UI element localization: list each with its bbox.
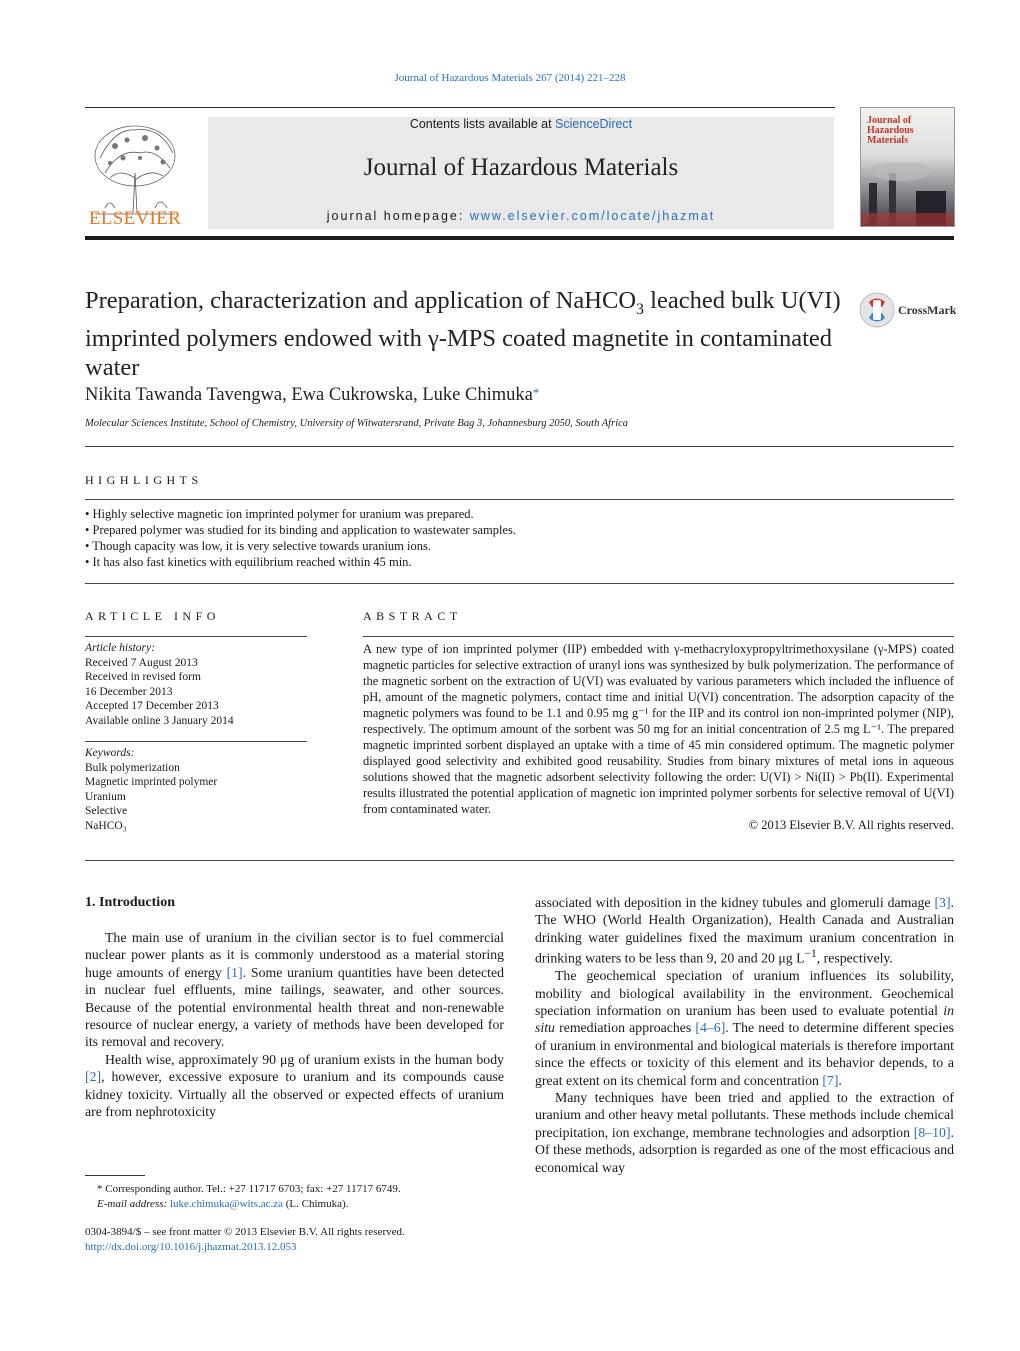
- reference-link[interactable]: [3]: [934, 895, 951, 910]
- header-bottom-rule: [85, 236, 954, 240]
- divider: [85, 499, 954, 500]
- reference-link[interactable]: [2]: [85, 1069, 102, 1085]
- reference-link[interactable]: [1]: [226, 964, 243, 980]
- keyword-item: NaHCO₃: [85, 819, 127, 832]
- keyword-item: Uranium: [85, 790, 126, 803]
- abstract-copyright: © 2013 Elsevier B.V. All rights reserved.: [748, 818, 954, 832]
- body-paragraph: The main use of uranium in the civilian sector is to fuel commercial nuclear power plants as it is commonly understood as a material storing huge amounts of energy [1]. Some uranium quantities have been detected in nuclear fuel effluents, mine tailings, seawater, and other sources. Because of the potential environmental health threat and non-renewable resource of nuclear energy, a variety of methods have been developed for its removal and recovery.: [85, 930, 504, 1050]
- highlight-item: • It has also fast kinetics with equilibrium reached within 45 min.: [85, 554, 516, 570]
- article-title: Preparation, characterization and application of NaHCO$_3$ leached bulk U(VI) imprinted polymers endowed with γ-MPS coated magnetite in contaminated water: [85, 287, 841, 381]
- abstract-text: A new type of ion imprinted polymer (IIP) embedded with γ-methacryloxypropyltrimethoxysilane (γ-MPS) coated magnetic particles for selective extraction of uranyl ions was synthesized by bulk polymerization. The performance of the magnetic sorbent on the extraction of U(VI) was evaluated by various parameters which included the influence of pH, amount of the magnetic polymers, contact time and initial U(VI) concentration. The adsorption capacity of the magnetic polymers was found to be 1.1 and 0.95 mg g⁻¹ for the IIP and its control ion non-imprinted polymer (NIP), respectively. The optimum amount of the sorbent was 50 mg for an initial concentration of 2.5 mg L⁻¹. The prepared magnetic imprinted sorbent displayed an uptake with a time of 45 min considered optimum. The magnetic polymer displayed good selectivity and exhibited good reusability. Studies from binary mixtures of metal ions in aqueous solutions showed that the magnetic adsorbent selectivity following the order: U(VI) > Ni(II) > Pb(II). Experimental results illustrated the potential application of magnetic ion imprinted polymer sorbents for selective removal of U(VI) from contaminated water.: [363, 642, 954, 816]
- footnote-rule: [85, 1175, 145, 1176]
- doi-link[interactable]: http://dx.doi.org/10.1016/j.jhazmat.2013.12.053: [85, 1241, 297, 1253]
- sciencedirect-link[interactable]: ScienceDirect: [555, 117, 633, 131]
- highlights-heading: HIGHLIGHTS: [85, 473, 203, 487]
- header-top-rule: [85, 107, 835, 108]
- history-item: Accepted 17 December 2013: [85, 700, 219, 712]
- corresponding-author-note: * Corresponding author. Tel.: +27 11717 6703; fax: +27 11717 6749.: [97, 1183, 401, 1195]
- highlight-item: • Prepared polymer was studied for its binding and application to wastewater samples.: [85, 522, 516, 538]
- highlight-item: • Though capacity was low, it is very selective towards uranium ions.: [85, 538, 516, 554]
- homepage-label: journal homepage:: [326, 209, 470, 223]
- footnote: [85, 1182, 401, 1212]
- keywords-label: Keywords:: [85, 747, 135, 759]
- contents-line: [208, 117, 834, 131]
- body-column-left: [85, 929, 504, 1120]
- keyword-item: Magnetic imprinted polymer: [85, 776, 218, 788]
- section-heading-introduction: 1. Introduction: [85, 895, 175, 910]
- body-paragraph: Many techniques have been tried and applied to the extraction of uranium and other heavy metal pollutants. These methods include chemical precipitation, ion exchange, membrane technologies and adsorption [8–10]. Of these methods, adsorption is regarded as one of the most efficacious and economical way: [535, 1090, 954, 1175]
- homepage-link[interactable]: www.elsevier.com/locate/jhazmat: [469, 209, 716, 223]
- highlight-item: • Highly selective magnetic ion imprinted polymer for uranium was prepared.: [85, 506, 516, 522]
- journal-citation[interactable]: Journal of Hazardous Materials 267 (2014) 221–228: [394, 72, 626, 84]
- divider: [85, 583, 954, 584]
- affiliation: Molecular Sciences Institute, School of Chemistry, University of Witwatersrand, Private Bag 3, Johannesburg 2050, South Africa: [85, 418, 629, 429]
- issn-block: [85, 1225, 405, 1255]
- body-paragraph: associated with deposition in the kidney tubules and glomeruli damage [3]. The WHO (World Health Organization), Health Canada and Australian drinking water guidelines fixed the maximum uranium concentration in drinking waters to be less than 9, 20 and 20 μg $L^{-1}$, respectively.: [535, 895, 954, 966]
- keyword-item: Selective: [85, 805, 128, 817]
- divider: [85, 741, 307, 742]
- divider: [363, 636, 954, 637]
- history-item: 16 December 2013: [85, 685, 173, 698]
- issn-line: 0304-3894/$ – see front matter © 2013 Elsevier B.V. All rights reserved.: [85, 1226, 405, 1238]
- divider: [85, 860, 954, 861]
- body-paragraph: The geochemical speciation of uranium influences its solubility, mobility and biological availability in the environment. Geochemical speciation information on uranium has been used to evaluate potential in situ remediation approaches [4–6]. The need to determine different species of uranium in environmental and biological materials is therefore important since the effects or toxicity of this element and its behavior depends, to a great extent on its chemical form and concentration [7].: [535, 968, 954, 1088]
- keyword-item: Bulk polymerization: [85, 761, 180, 774]
- reference-link[interactable]: [4–6]: [695, 1020, 726, 1036]
- reference-link[interactable]: [8–10]: [913, 1124, 951, 1140]
- article-info-heading: ARTICLE INFO: [85, 609, 220, 623]
- author-list: [85, 385, 539, 406]
- elsevier-wordmark: ELSEVIER: [88, 208, 182, 229]
- history-item: Received 7 August 2013: [85, 656, 198, 669]
- corresponding-author-mark[interactable]: *: [532, 385, 540, 400]
- crossmark-label: CrossMark: [898, 303, 957, 317]
- abstract-heading: ABSTRACT: [363, 609, 462, 623]
- crossmark-icon: [858, 291, 896, 329]
- divider: [85, 446, 954, 447]
- highlights-list: [85, 506, 516, 570]
- journal-cover-image[interactable]: [860, 107, 955, 227]
- history-item: Available online 3 January 2014: [85, 714, 234, 727]
- cover-title: Journal of Hazardous Materials: [867, 115, 914, 146]
- history-label: Article history:: [85, 642, 155, 654]
- body-column-right: [535, 894, 954, 1176]
- divider: [85, 636, 307, 637]
- reference-link[interactable]: [7]: [822, 1072, 839, 1088]
- email-line: [85, 1197, 401, 1212]
- email-link[interactable]: luke.chimuka@wits.ac.za: [169, 1198, 283, 1210]
- crossmark-badge[interactable]: [858, 291, 957, 329]
- authors: Nikita Tawanda Tavengwa, Ewa Cukrowska, Luke Chimuka: [85, 385, 533, 405]
- body-paragraph: Health wise, approximately 90 μg of uranium exists in the human body [2], however, excessive exposure to uranium and its compounds cause kidney toxicity. Virtually all the observed or expected effects of uranium are from nephrotoxicity: [85, 1051, 504, 1120]
- journal-title: Journal of Hazardous Materials: [363, 154, 679, 181]
- keywords: [85, 746, 217, 833]
- email-suffix: (L. Chimuka).: [282, 1198, 349, 1210]
- factory-smokestack-icon: [861, 163, 954, 226]
- history-item: Received in revised form: [85, 671, 201, 683]
- article-history: [85, 641, 234, 728]
- abstract-body: [363, 641, 954, 833]
- contents-prefix: Contents lists available at: [409, 117, 556, 131]
- email-label: E-mail address:: [97, 1198, 170, 1210]
- journal-homepage: [208, 209, 834, 223]
